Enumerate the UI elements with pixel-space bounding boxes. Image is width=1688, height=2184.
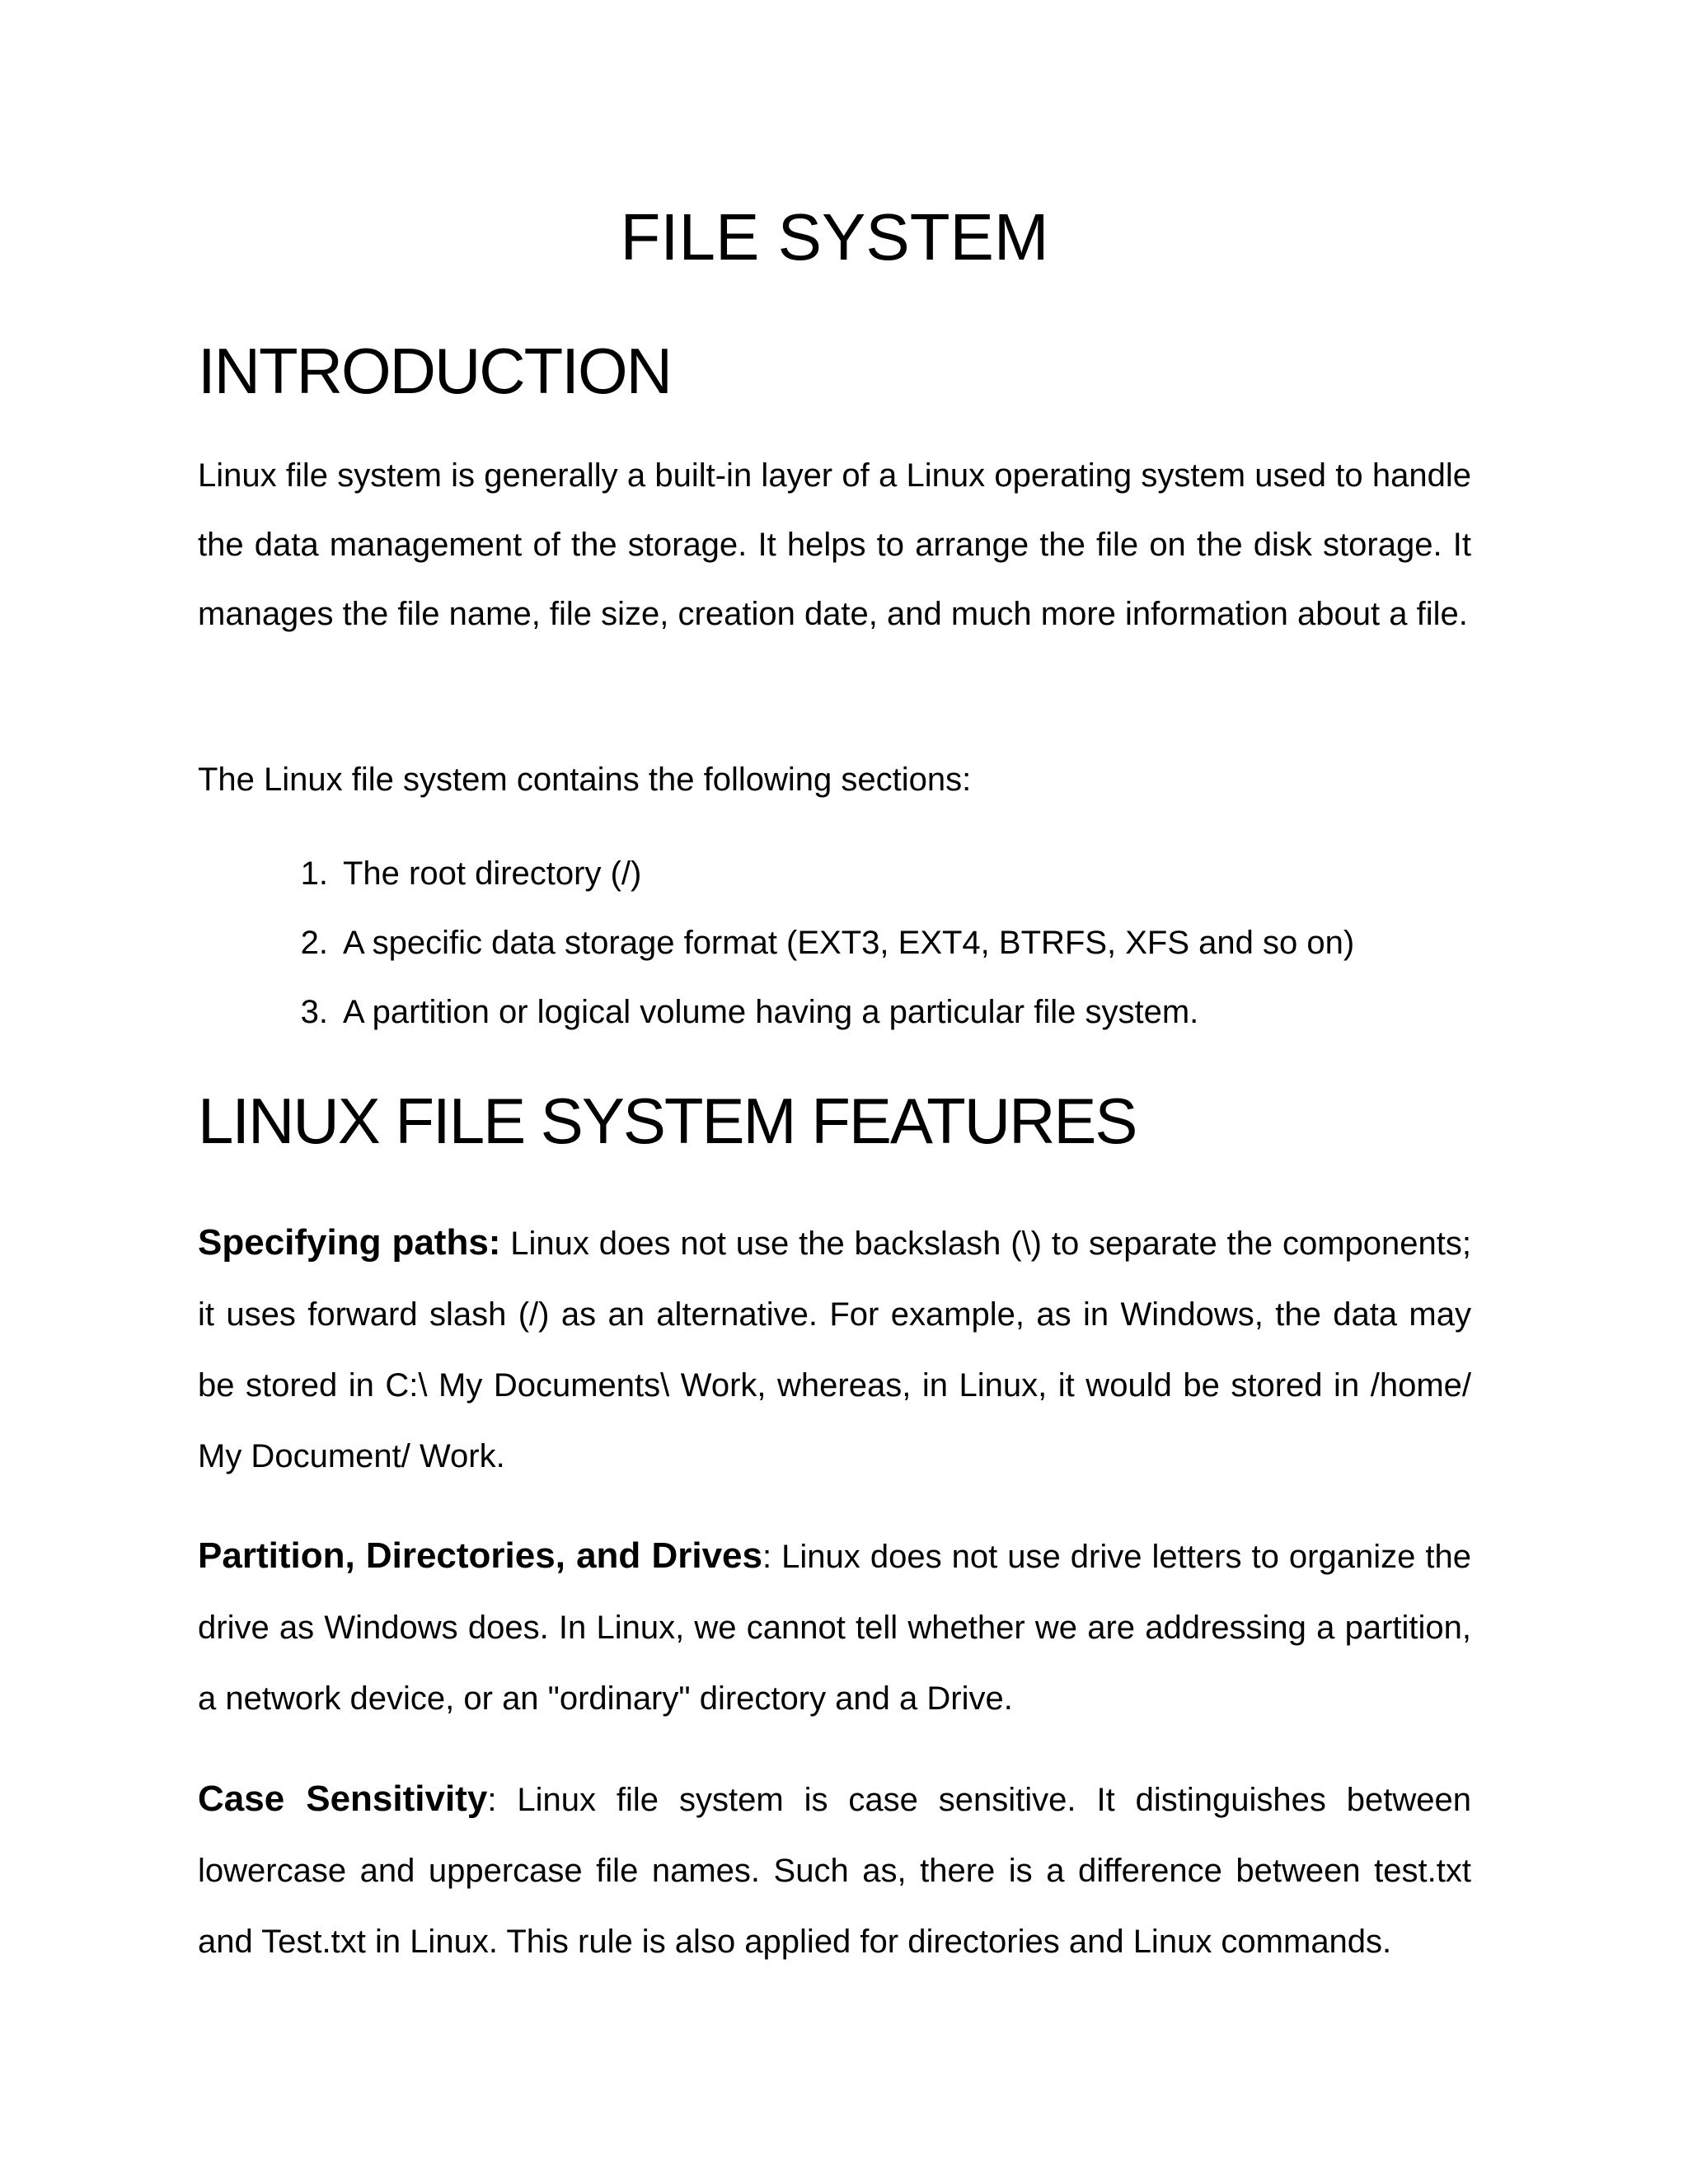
feature-case-sensitivity [198, 1764, 1471, 1977]
list-item-number: 3. [300, 994, 328, 1030]
document-title: FILE SYSTEM [620, 200, 1049, 274]
list-item-text: The root directory (/) [343, 855, 642, 892]
feature-term: Case Sensitivity [198, 1779, 488, 1819]
list-item-number: 1. [300, 855, 328, 892]
feature-term: Specifying paths: [198, 1222, 501, 1263]
list-item-text: A specific data storage format (EXT3, EXT4, BTRFS, XFS and so on) [343, 925, 1355, 961]
feature-description: Linux does not use drive letters to organize the drive as Windows does. In Linux, we cannot tell whether we are addressing a partition, a network device, or an "ordinary" directory and a Drive. [198, 1539, 1471, 1717]
introduction-heading: INTRODUCTION [198, 335, 671, 407]
feature-partitions-drives [198, 1521, 1471, 1734]
feature-description: Linux file system is case sensitive. It distinguishes between lowercase and uppercase file names. Such as, there is a difference between test.txt and Test.txt in Linux. This rule is also applied for directories and Linux commands. [198, 1782, 1472, 1960]
feature-description: Linux does not use the backslash (\) to separate the components; it uses forward slash (/) as an alternative. For example, as in Windows, the data may be stored in C:\ My Documents\ Work, whereas, in Linux, it would be stored in /home/ My Document/ Work. [198, 1226, 1472, 1474]
feature-specifying-paths [198, 1207, 1471, 1492]
sections-lead-text: The Linux file system contains the following sections: [198, 762, 972, 798]
list-item-number: 2. [300, 925, 328, 961]
introduction-paragraph: Linux file system is generally a built-in layer of a Linux operating system used to handle the data management of the storage. It helps to arrange the file on the disk storage. It manages the file name, file size, creation date, and much more information about a file. [198, 457, 1471, 632]
feature-separator: : [487, 1782, 497, 1818]
features-heading: LINUX FILE SYSTEM FEATURES [198, 1085, 1137, 1157]
feature-term: Partition, Directories, and Drives [198, 1535, 762, 1576]
list-item-text: A partition or logical volume having a particular file system. [343, 994, 1199, 1030]
feature-separator: : [762, 1539, 772, 1575]
